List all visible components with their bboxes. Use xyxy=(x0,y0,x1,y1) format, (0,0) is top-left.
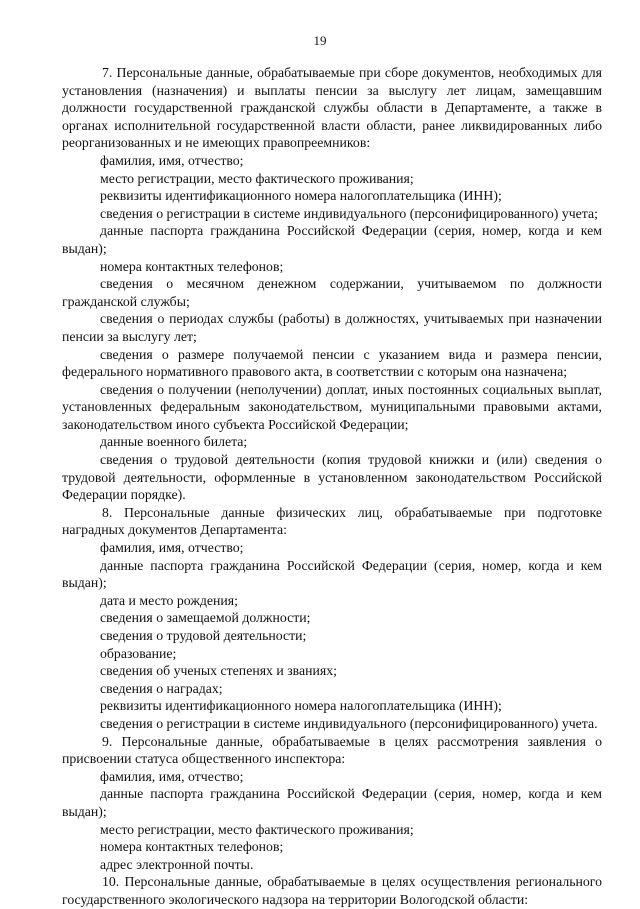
list-item: сведения о получении (неполучении) доплат, иных постоянных социальных выплат, установленных федеральным законодательством, муниципальными правовыми актами, законодательством иного субъекта Российской Федерации; xyxy=(62,381,602,432)
list-item: реквизиты идентификационного номера налогоплательщика (ИНН); xyxy=(100,698,502,714)
list-item: место регистрации, место фактического проживания; xyxy=(100,170,414,186)
list-item: фамилия, имя, отчество; xyxy=(100,768,244,784)
list-item: сведения о месячном денежном содержании, учитываемом по должности гражданской службы; xyxy=(62,276,602,309)
list-item: сведения о регистрации в системе индивидуального (персонифицированного) учета. xyxy=(100,715,598,731)
list-item: сведения о трудовой деятельности (копия трудовой книжки и (или) сведения о трудовой деятельности, оформленные в установленном законодательством Российской Федерации порядке). xyxy=(62,452,602,503)
list-item: сведения о регистрации в системе индивидуального (персонифицированного) учета; xyxy=(100,205,598,221)
list-item: данные паспорта гражданина Российской Федерации (серия, номер, когда и кем выдан); xyxy=(62,557,602,591)
list-item: сведения о трудовой деятельности; xyxy=(100,628,307,643)
list-item: реквизиты идентификационного номера налогоплательщика (ИНН); xyxy=(100,188,502,204)
list-item: сведения о периодах службы (работы) в должностях, учитываемых при назначении пенсии за выслугу лет; xyxy=(62,311,602,344)
list-item: фамилия, имя, отчество; xyxy=(100,540,244,556)
list-item: номера контактных телефонов; xyxy=(100,839,284,855)
list-item: сведения об ученых степенях и званиях; xyxy=(100,663,337,679)
section-8-heading: 8. Персональные данные физических лиц, обрабатываемые при подготовке наградных документов Департамента: xyxy=(62,504,602,538)
list-item: фамилия, имя, отчество; xyxy=(100,152,244,168)
list-item: сведения о наградах; xyxy=(100,680,223,696)
list-item: данные паспорта гражданина Российской Федерации (серия, номер, когда и кем выдан); xyxy=(62,223,602,256)
list-item: адрес электронной почты. xyxy=(100,856,254,872)
section-9-heading: 9. Персональные данные, обрабатываемые в целях рассмотрения заявления о присвоении статуса общественного инспектора: xyxy=(62,733,602,767)
document-body xyxy=(62,64,602,909)
list-item: место регистрации, место фактического проживания; xyxy=(100,821,414,837)
list-item: образование; xyxy=(100,645,177,661)
list-item: сведения о размере получаемой пенсии с указанием вида и размера пенсии, федерального нормативного правового акта, в соответствии с которым она назначена; xyxy=(62,346,602,380)
list-item: номера контактных телефонов; xyxy=(100,258,284,274)
list-item: дата и место рождения; xyxy=(100,592,238,608)
section-7-heading: 7. Персональные данные, обрабатываемые при сборе документов, необходимых для установления (назначения) и выплаты пенсии за выслугу лет лицам, замещавшим должности государственной гражданской службы области в Департаменте, а также в органах исполнительной государственной власти области, ранее ликвидированных либо реорганизованных и не имеющих правопреемников: xyxy=(62,65,602,151)
list-item: данные паспорта гражданина Российской Федерации (серия, номер, когда и кем выдан); xyxy=(62,786,602,819)
list-item: данные военного билета; xyxy=(100,434,248,450)
section-10-heading: 10. Персональные данные, обрабатываемые в целях осуществления регионального государственного экологического надзора на территории Вологодской области: xyxy=(62,874,602,907)
list-item: сведения о замещаемой должности; xyxy=(100,610,311,626)
page-number: 19 xyxy=(313,33,327,48)
